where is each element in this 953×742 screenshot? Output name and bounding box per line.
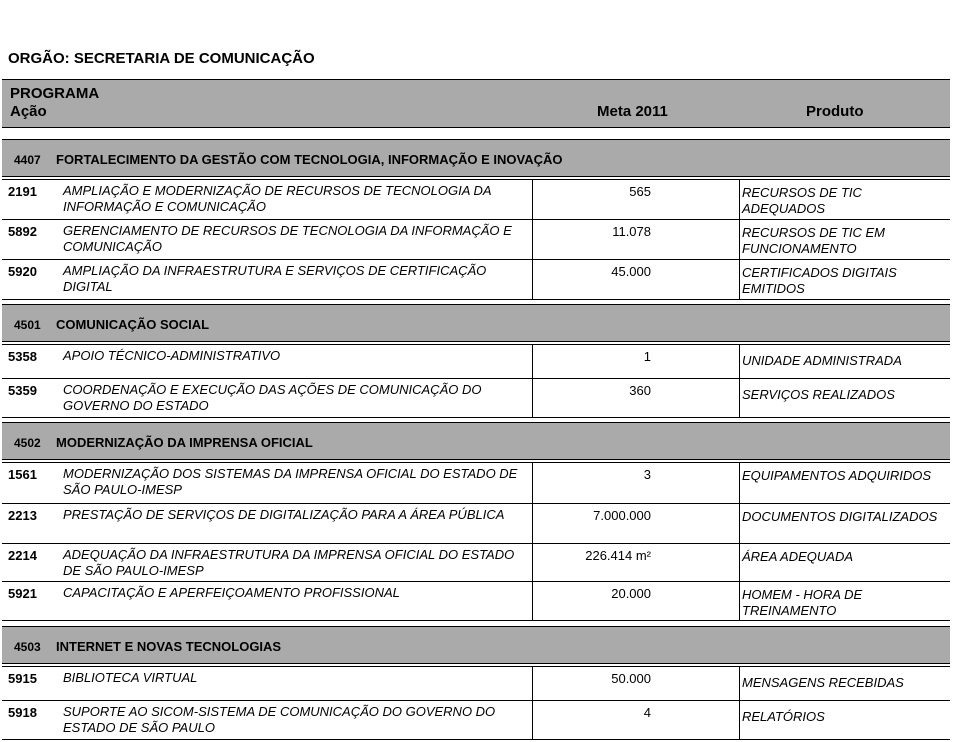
table-header	[2, 79, 950, 128]
table-row	[2, 582, 950, 621]
action-meta: 4	[643, 705, 651, 720]
action-meta: 20.000	[611, 586, 651, 601]
action-description: CAPACITAÇÃO E APERFEIÇOAMENTO PROFISSIONAL	[63, 585, 400, 600]
program-name: COMUNICAÇÃO SOCIAL	[56, 317, 210, 332]
program-row	[2, 422, 950, 460]
header-produto: Produto	[806, 103, 864, 120]
action-code: 2191	[8, 184, 37, 199]
program-code: 4501	[14, 318, 41, 332]
action-code: 2214	[8, 548, 37, 563]
action-product: MENSAGENS RECEBIDAS	[742, 675, 904, 690]
action-description: AMPLIAÇÃO DA INFRAESTRUTURA E SERVIÇOS DE CERTIFICAÇÃO DIGITAL	[63, 263, 487, 294]
action-description: MODERNIZAÇÃO DOS SISTEMAS DA IMPRENSA OFICIAL DO ESTADO DE SÃO PAULO-IMESP	[63, 466, 518, 497]
program-row	[2, 139, 950, 177]
action-code: 5920	[8, 264, 37, 279]
action-meta: 360	[629, 383, 651, 398]
action-description: PRESTAÇÃO DE SERVIÇOS DE DIGITALIZAÇÃO PARA A ÁREA PÚBLICA	[63, 507, 505, 522]
header-programa: PROGRAMA	[10, 85, 100, 102]
action-code: 5358	[8, 349, 37, 364]
program-row	[2, 626, 950, 664]
orgao-title: ORGÃO: SECRETARIA DE COMUNICAÇÃO	[8, 50, 315, 67]
action-meta: 11.078	[612, 224, 651, 239]
action-product: HOMEM - HORA DE TREINAMENTO	[742, 587, 863, 618]
action-code: 5918	[8, 705, 37, 720]
action-description: AMPLIAÇÃO E MODERNIZAÇÃO DE RECURSOS DE TECNOLOGIA DA INFORMAÇÃO E COMUNICAÇÃO	[63, 183, 492, 214]
header-meta: Meta 2011	[597, 103, 668, 120]
table-row	[2, 379, 950, 418]
action-meta: 7.000.000	[593, 508, 651, 523]
program-name: INTERNET E NOVAS TECNOLOGIAS	[56, 639, 282, 654]
action-product: ÁREA ADEQUADA	[742, 549, 854, 564]
action-meta: 1	[643, 349, 651, 364]
program-code: 4503	[14, 640, 41, 654]
action-code: 5915	[8, 671, 37, 686]
table-row	[2, 463, 950, 504]
action-description: APOIO TÉCNICO-ADMINISTRATIVO	[63, 348, 281, 363]
table-row	[2, 345, 950, 379]
action-code: 2213	[8, 508, 37, 523]
action-description: ADEQUAÇÃO DA INFRAESTRUTURA DA IMPRENSA OFICIAL DO ESTADO DE SÃO PAULO-IMESP	[63, 547, 515, 578]
action-product: RECURSOS DE TIC ADEQUADOS	[742, 185, 862, 216]
program-code: 4502	[14, 436, 41, 450]
action-code: 5921	[8, 586, 37, 601]
action-description: COORDENAÇÃO E EXECUÇÃO DAS AÇÕES DE COMUNICAÇÃO DO GOVERNO DO ESTADO	[63, 382, 482, 413]
action-meta: 3	[643, 467, 651, 482]
action-product: RELATÓRIOS	[742, 709, 825, 724]
action-description: SUPORTE AO SICOM-SISTEMA DE COMUNICAÇÃO DO GOVERNO DO ESTADO DE SÃO PAULO	[63, 704, 496, 735]
program-name: MODERNIZAÇÃO DA IMPRENSA OFICIAL	[56, 435, 313, 450]
action-meta: 226.414 m²	[585, 548, 651, 563]
table-row	[2, 504, 950, 544]
action-code: 5892	[8, 224, 37, 239]
action-code: 5359	[8, 383, 37, 398]
program-row	[2, 304, 950, 342]
table-row	[2, 180, 950, 220]
header-acao: Ação	[10, 103, 47, 120]
action-product: DOCUMENTOS DIGITALIZADOS	[742, 509, 938, 524]
table-row	[2, 544, 950, 582]
table-row	[2, 260, 950, 300]
action-meta: 565	[629, 184, 651, 199]
action-product: SERVIÇOS REALIZADOS	[742, 387, 895, 402]
table-row	[2, 701, 950, 740]
action-product: EQUIPAMENTOS ADQUIRIDOS	[742, 468, 932, 483]
program-code: 4407	[14, 153, 41, 167]
action-product: CERTIFICADOS DIGITAIS EMITIDOS	[742, 265, 897, 296]
action-product: RECURSOS DE TIC EM FUNCIONAMENTO	[742, 225, 886, 256]
action-description: GERENCIAMENTO DE RECURSOS DE TECNOLOGIA DA INFORMAÇÃO E COMUNICAÇÃO	[63, 223, 512, 254]
action-description: BIBLIOTECA VIRTUAL	[63, 670, 198, 685]
table-row	[2, 667, 950, 701]
action-product: UNIDADE ADMINISTRADA	[742, 353, 902, 368]
action-meta: 50.000	[611, 671, 651, 686]
table-row	[2, 220, 950, 260]
action-code: 1561	[8, 467, 37, 482]
program-name: FORTALECIMENTO DA GESTÃO COM TECNOLOGIA, INFORMAÇÃO E INOVAÇÃO	[56, 152, 563, 167]
action-meta: 45.000	[611, 264, 651, 279]
